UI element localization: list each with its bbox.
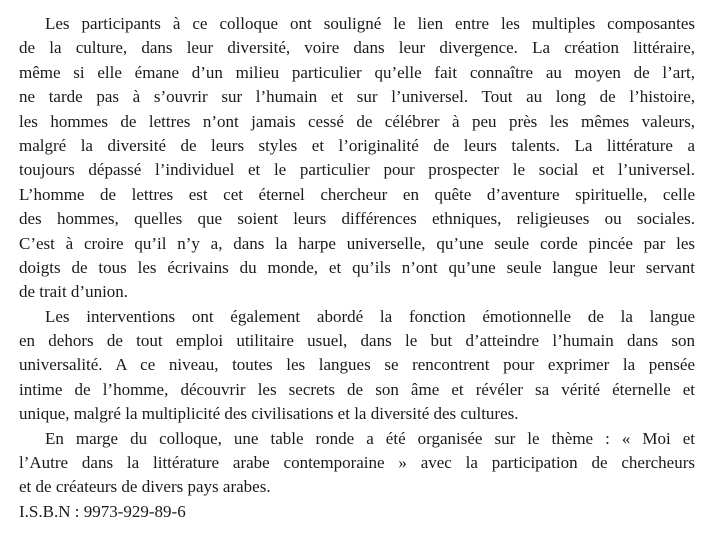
text-line: en dehors de tout emploi utilitaire usuel, dans le but d’atteindre l’humain dans son xyxy=(19,331,695,351)
paragraph-2 xyxy=(19,305,695,427)
isbn-line: I.S.B.N : 9973-929-89-6 xyxy=(19,501,186,521)
paragraph-1 xyxy=(19,12,695,305)
text-line: l’Autre dans la littérature arabe contemporaine » avec la participation de chercheurs xyxy=(19,453,695,473)
text-line: universalité. A ce niveau, toutes les langues se rencontrent pour exprimer la pensée xyxy=(19,355,695,375)
text-line: et de créateurs de divers pays arabes. xyxy=(19,477,271,497)
text-line: malgré la diversité de leurs styles et l’originalité de leurs talents. La littérature a xyxy=(19,135,695,155)
text-line: les hommes de lettres n’ont jamais cessé de célébrer à peu près les mêmes valeurs, xyxy=(19,111,695,131)
text-line: unique, malgré la multiplicité des civilisations et la diversité des cultures. xyxy=(19,404,519,424)
text-line: doigts de tous les écrivains du monde, et qu’ils n’ont qu’une seule langue leur servant xyxy=(19,257,695,277)
text-line: C’est à croire qu’il n’y a, dans la harpe universelle, qu’une seule corde pincée par les xyxy=(19,233,695,253)
document-page xyxy=(19,12,695,524)
text-line: intime de l’homme, découvrir les secrets de son âme et révéler sa vérité éternelle et xyxy=(19,379,695,399)
text-line: Les participants à ce colloque ont souligné le lien entre les multiples composantes xyxy=(45,14,695,33)
text-line: En marge du colloque, une table ronde a été organisée sur le thème : « Moi et xyxy=(45,428,695,448)
text-line: ne tarde pas à s’ouvrir sur l’humain et sur l’universel. Tout au long de l’histoire, xyxy=(19,87,695,107)
text-line: L’homme de lettres est cet éternel chercheur en quête d’aventure spirituelle, celle xyxy=(19,184,695,204)
paragraph-3 xyxy=(19,427,695,500)
text-line: de la culture, dans leur diversité, voire dans leur divergence. La création littéraire, xyxy=(19,38,695,58)
text-line: toujours dépassé l’individuel et le particulier pour prospecter le social et l’universel. xyxy=(19,160,695,180)
text-line: même si elle émane d’un milieu particulier qu’elle fait connaître au moyen de l’art, xyxy=(19,62,695,82)
text-line: Les interventions ont également abordé la fonction émotionnelle de la langue xyxy=(45,306,695,326)
text-line: des hommes, quelles que soient leurs différences ethniques, religieuses ou sociales. xyxy=(19,209,695,229)
text-line: de trait d’union. xyxy=(19,282,129,302)
